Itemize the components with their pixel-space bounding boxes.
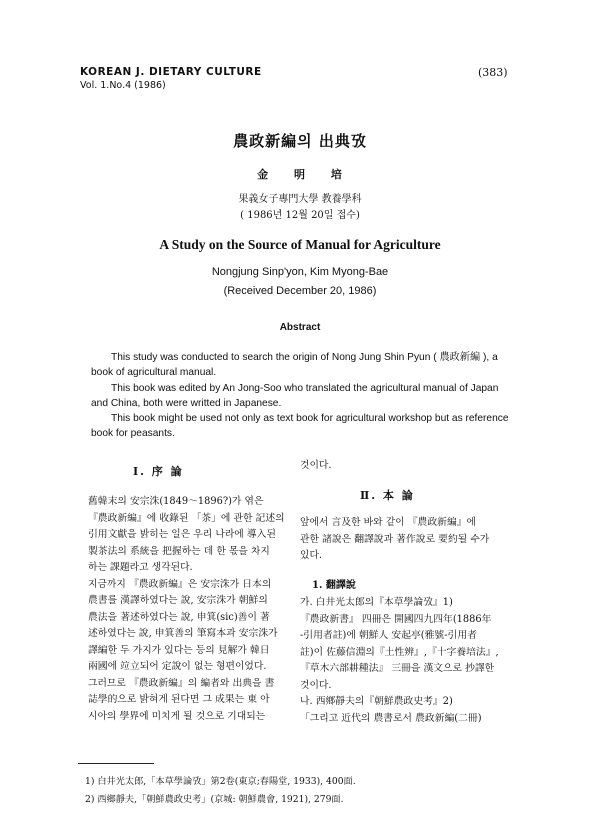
text-line: 하는 課題라고 생각된다.	[88, 562, 193, 573]
english-title: A Study on the Source of Manual for Agriculture	[159, 237, 441, 252]
abstract-paragraph: This book was edited by An Jong-Soo who translated the agricultural manual of Japan and China, both were writted in Japanese.	[91, 382, 499, 409]
right-column-body	[300, 595, 499, 727]
text-line: 그러므로 『農政新編』의 編者와 出典을 書	[88, 677, 275, 689]
carry-over-line: 것이다.	[300, 460, 332, 471]
footnote-divider	[78, 763, 154, 764]
footnote: 2) 西鄉靜夫,「朝鮮農政史考」(京城: 朝鮮農會, 1921), 279面.	[85, 794, 344, 805]
text-line: 지금까지 『農政新編』은 安宗洙가 日本의	[88, 578, 272, 590]
text-line: 앞에서 言及한 바와 같이 『農政新編』에	[300, 517, 477, 528]
korean-affiliation: 果義女子專門大學 教養學科	[238, 194, 362, 205]
text-line: 農法을 著述하였다는 說, 申箕(sic)善이 著	[88, 611, 270, 623]
text-line: 가. 白井光太郎의『本草學論攷』1)	[300, 597, 453, 608]
text-line: 製茶法의 系統을 把握하는 데 한 몫을 차지	[88, 545, 270, 557]
text-line: -引用者註)에 朝鮮人 安起亭(雅號-引用者	[300, 630, 477, 641]
text-line: 시아의 學界에 미치게 될 것으로 기대되는	[88, 710, 266, 722]
text-line: 관한 諸說은 翻譯說과 著作說로 要約될 수가	[300, 533, 490, 545]
right-column-intro	[300, 515, 489, 565]
text-line: 農書를 漢譯하였다는 說, 安宗洙가 朝鮮의	[88, 595, 268, 606]
text-line: 引用文獻을 밝히는 일은 우리 나라에 導入된	[88, 529, 276, 540]
text-line: 註)이 佐藤信淵의『土性辨』,『十字養培法』,	[300, 646, 499, 658]
page-number: (383)	[478, 66, 508, 79]
left-column-body	[88, 494, 285, 725]
text-line: 있다.	[300, 550, 323, 561]
journal-name: KOREAN J. DIETARY CULTURE	[80, 66, 262, 78]
subsection-heading: 1. 翻譯說	[312, 580, 356, 591]
journal-volume: Vol. 1.No.4 (1986)	[80, 80, 166, 91]
abstract-body	[91, 350, 511, 442]
text-line: 『農政新編』에 收錄된 「茶」에 관한 記述의	[88, 512, 285, 524]
text-line: 誌學的으로 밝혀게 된다면 그 成果는 東 아	[88, 694, 270, 705]
text-line: 『農政新書』 四冊은 開國四九四年(1886年	[300, 613, 492, 625]
text-line: 『草木六部耕種法』 三冊을 漢文으로 抄譯한	[300, 663, 495, 674]
abstract-paragraph: This book might be used not only as text book for agricultural workshop but as reference book for peasants.	[91, 413, 509, 440]
text-line: 兩國에 竝立되어 定說이 없는 형편이었다.	[88, 661, 267, 672]
footnote: 1) 白井光太郎,「本草學論攷」第2卷(東京;春陽堂, 1933), 400面.	[85, 776, 356, 787]
text-line: 것이다.	[300, 679, 332, 691]
text-line: 「그리고 近代의 農書로서 農政新編(二冊)	[300, 712, 482, 724]
abstract-heading: Abstract	[279, 322, 321, 333]
section-heading-main: Ⅱ. 本 論	[360, 489, 415, 502]
text-line: 譯編한 두 가지가 있다는 등의 見解가 韓日	[88, 644, 270, 656]
english-received-date: (Received December 20, 1986)	[223, 285, 377, 297]
text-line: 舊韓末의 安宗洙(1849～1896?)가 엮은	[88, 496, 264, 507]
text-line: 述하였다는 說, 申箕善의 筆寫本과 安宗洙가	[88, 628, 278, 639]
korean-received-date: ( 1986년 12월 20일 접수)	[240, 210, 360, 221]
english-author: Nongjung Sinp'yon, Kim Myong-Bae	[211, 266, 389, 278]
section-heading-introduction: Ⅰ. 序 論	[133, 465, 184, 478]
text-line: 나. 西鄉靜夫의『朝鮮農政史考』2)	[300, 696, 453, 707]
korean-author: 金 明 培	[257, 168, 343, 181]
korean-title: 農政新編의 出典攷	[233, 132, 367, 150]
abstract-paragraph: This study was conducted to search the origin of Nong Jung Shin Pyun ( 農政新編 ), a book of agricultural manual.	[91, 352, 498, 379]
